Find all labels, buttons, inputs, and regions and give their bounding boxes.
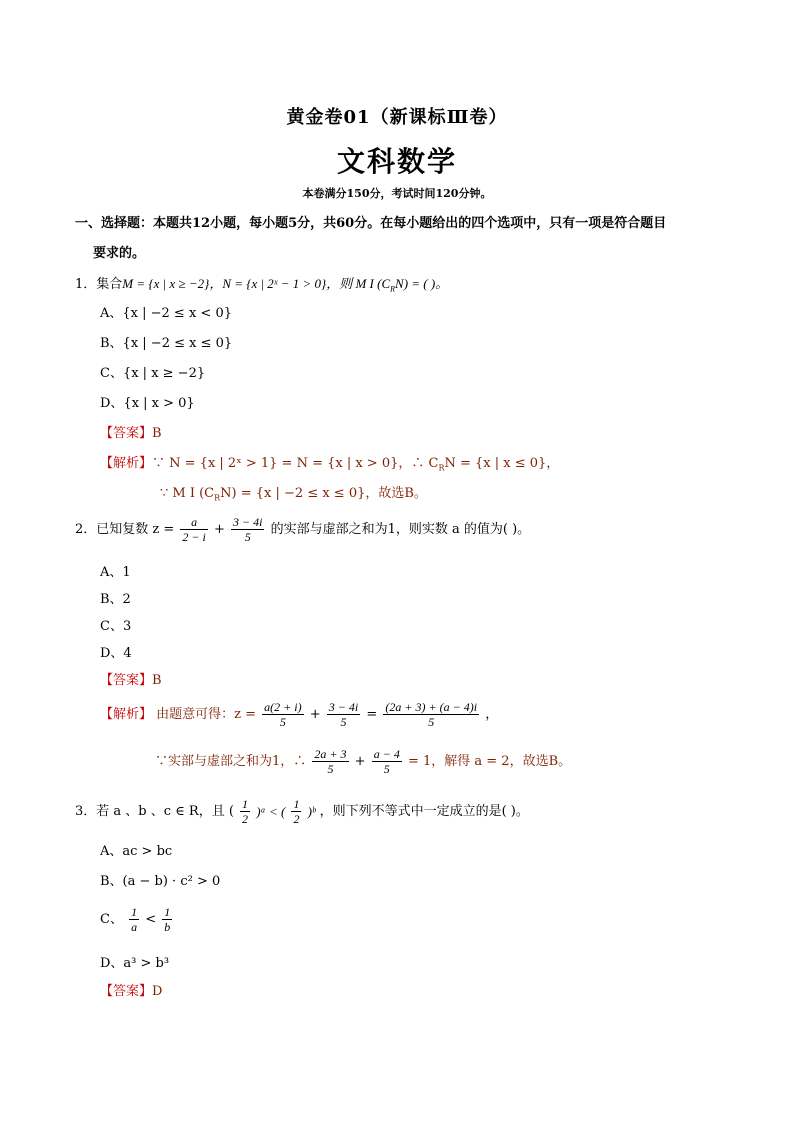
answer-tag: 【答案】 [100, 984, 153, 999]
q2-stem-post: 的实部与虚部之和为1，则实数 a 的值为( )。 [270, 521, 531, 537]
q1-analysis-line2 [160, 485, 427, 508]
q2-option-b: B、2 [100, 592, 131, 607]
q3-option-c-fraction-2: $\frac{1}{b}$ [164, 905, 171, 934]
q3-option-c [100, 905, 174, 934]
answer-tag: 【答案】 [100, 426, 153, 441]
q3-half-1: $\frac{1}{2}$ [242, 797, 249, 826]
q2-option-c: C、3 [100, 619, 132, 634]
analysis-tag: 【解析】 [100, 706, 153, 722]
q3-option-a: A、ac > bc [100, 844, 173, 859]
q1-analysis-sub1: R [438, 463, 445, 473]
q3-option-d: D、a³ > b³ [100, 956, 170, 971]
q2-analysis-pre: 由题意可得：z = [156, 706, 257, 722]
q3-answer [100, 983, 162, 1001]
q3-option-c-label: C、 [100, 911, 123, 927]
q1-analysis-text1: ∵ N = {x | 2ˣ > 1} = N = {x | x > 0}，∴ C [152, 456, 439, 471]
q1-subscript: R [390, 284, 396, 294]
q3-exp-b: )ᵇ [307, 803, 316, 819]
q2-option-a: A、1 [100, 565, 131, 580]
q2-analysis2-fraction-1: $\frac{2a + 3}{5}$ [314, 747, 347, 776]
q1-stem-pre: 1．集合 [75, 277, 123, 292]
question-2-stem [75, 515, 530, 544]
q2-analysis2-fraction-2: $\frac{a - 4}{5}$ [373, 747, 400, 776]
q2-fraction-2: $\frac{3 - 4i}{5}$ [233, 515, 263, 544]
q2-analysis-post: ， [485, 706, 499, 722]
q2-plus: + [214, 521, 225, 537]
section-heading-line1: 一、选择题：本题共12小题，每小题5分，共60分。在每小题给出的四个选项中，只有一项是符合题目 [75, 216, 667, 231]
q2-analysis-fraction-3: $\frac{(2a + 3) + (a - 4)i}{5}$ [385, 700, 478, 729]
q1-set-n: ，N = {x | 2ˣ − 1 > 0} [209, 276, 327, 291]
q3-option-c-lt: < [145, 911, 157, 927]
q3-option-b: B、(a − b) · c² > 0 [100, 874, 221, 889]
q1-answer [100, 425, 162, 443]
q1-analysis-text2b: N) = {x | −2 ≤ x ≤ 0}，故选B。 [220, 486, 427, 501]
question-1-stem [75, 275, 448, 299]
q3-stem-post: ，则下列不等式中一定成立的是( )。 [319, 803, 529, 819]
q2-analysis2-pre: ∵实部与虚部之和为1，∴ [155, 753, 307, 769]
exam-info: 本卷满分150分，考试时间120分钟。 [302, 187, 492, 200]
answer-value: D [152, 984, 163, 999]
analysis-tag: 【解析】 [100, 456, 153, 471]
q1-option-d: D、{x | x > 0} [100, 396, 195, 411]
q1-option-c: C、{x | x ≥ −2} [100, 366, 206, 381]
q1-option-b: B、{x | −2 ≤ x ≤ 0} [100, 336, 233, 351]
q3-exp-a: )ᵃ < ( [256, 803, 286, 819]
q2-analysis-plus: + [309, 706, 321, 722]
q3-stem-pre: 3．若 a 、b 、c ∈ R，且 ( [75, 803, 234, 819]
question-3-stem [75, 797, 529, 826]
q1-analysis-sub2: R [214, 493, 221, 503]
q1-stem-post2: N) = ( )。 [395, 276, 449, 291]
answer-tag: 【答案】 [100, 673, 153, 688]
q2-analysis2-plus: + [354, 753, 366, 769]
q2-fraction-1: $\frac{a}{2 - i}$ [182, 515, 206, 544]
q2-stem-pre: 2．已知复数 z = [75, 521, 175, 537]
q2-analysis2-post: = 1，解得 a = 2，故选B。 [407, 753, 572, 769]
q2-option-d: D、4 [100, 646, 132, 661]
answer-value: B [152, 673, 162, 688]
q3-option-c-fraction-1: $\frac{1}{a}$ [131, 905, 138, 934]
q2-analysis-fraction-1: $\frac{a(2 + i)}{5}$ [264, 700, 302, 729]
answer-value: B [152, 426, 162, 441]
q1-analysis-text2: ∵ M I (C [160, 486, 215, 501]
q1-option-a: A、{x | −2 ≤ x < 0} [100, 306, 232, 321]
q2-analysis-line2 [155, 747, 571, 776]
q2-answer [100, 672, 162, 690]
q1-analysis-text1b: N = {x | x ≤ 0}， [444, 456, 560, 471]
exam-title: 黄金卷01（新课标Ⅲ卷） [286, 107, 508, 128]
q3-half-2: $\frac{1}{2}$ [293, 797, 300, 826]
q1-analysis-line1 [100, 455, 559, 478]
q1-stem-post: ，则 M I (C [326, 276, 391, 291]
section-heading-line2: 要求的。 [93, 246, 146, 261]
q2-analysis-eq: = [366, 706, 378, 722]
subject-title: 文科数学 [336, 145, 457, 178]
q2-analysis-fraction-2: $\frac{3 - 4i}{5}$ [328, 700, 359, 729]
q1-set-m: M = {x | x ≥ −2} [122, 276, 210, 291]
q2-analysis-line1 [100, 700, 498, 729]
